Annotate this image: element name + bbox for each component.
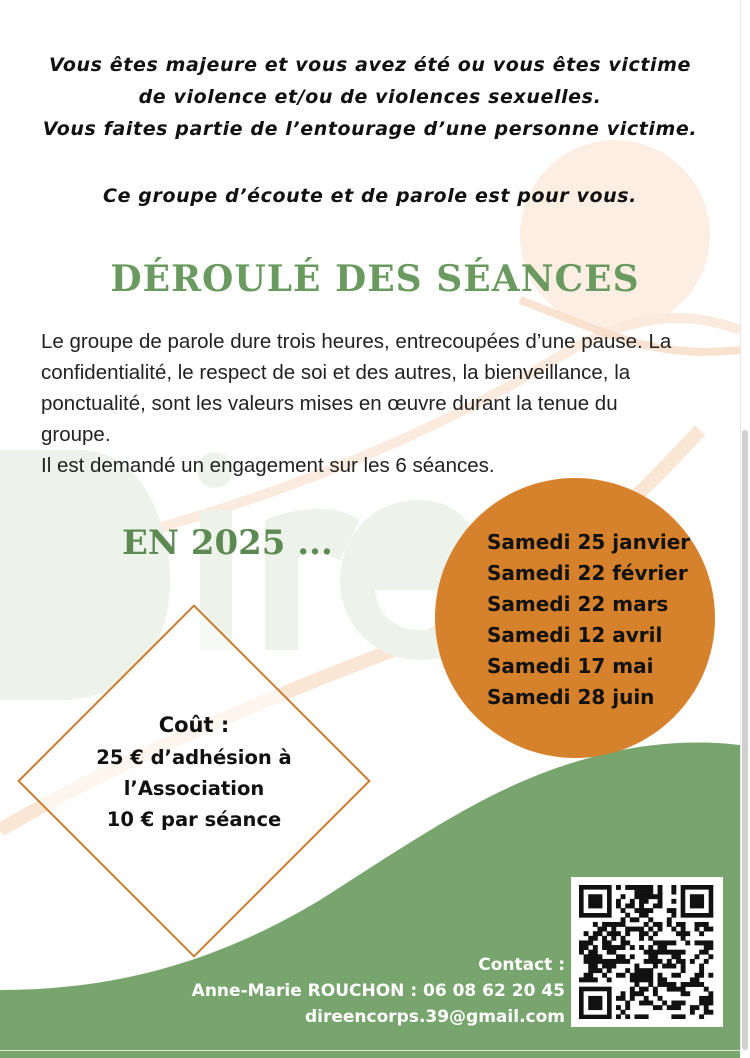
tagline-text: Ce groupe d’écoute et de parole est pour vous. <box>103 185 637 207</box>
intro-tagline <box>20 180 720 212</box>
date-item: Samedi 22 février <box>487 561 688 585</box>
contact-block <box>192 952 565 1030</box>
intro-line: de violence et/ou de violences sexuelles. <box>138 86 602 108</box>
qr-code[interactable] <box>571 877 723 1027</box>
dates-list <box>487 527 690 713</box>
session-description <box>41 326 691 481</box>
section-title: DÉROULÉ DES SÉANCES <box>110 258 640 300</box>
contact-email[interactable]: direencorps.39@gmail.com <box>304 1007 565 1027</box>
date-item: Samedi 17 mai <box>487 654 654 678</box>
description-paragraph: Le groupe de parole dure trois heures, entrecoupées d’une pause. La confidentialité, le respect de soi et des autres, la bienveillance, la ponctualité, sont les valeurs mises en œuvre durant la tenue du groupe. <box>41 330 672 446</box>
cost-line: 25 € d’adhésion à <box>96 746 292 769</box>
contact-label: Contact : <box>478 955 565 975</box>
intro-line: Vous faites partie de l’entourage d’une personne victime. <box>42 118 698 140</box>
year-title: EN 2025 ... <box>122 523 333 563</box>
scrollbar[interactable] <box>742 430 748 1050</box>
contact-person: Anne-Marie ROUCHON : 06 08 62 20 45 <box>191 981 565 1001</box>
intro-block <box>20 49 720 145</box>
date-item: Samedi 25 janvier <box>487 530 691 554</box>
date-item: Samedi 12 avril <box>487 623 663 647</box>
description-paragraph: Il est demandé un engagement sur les 6 séances. <box>41 454 495 477</box>
cost-line: 10 € par séance <box>106 808 282 831</box>
cost-title: Coût : <box>158 713 230 737</box>
date-item: Samedi 28 juin <box>487 685 655 709</box>
qr-code-icon <box>579 885 715 1019</box>
date-item: Samedi 22 mars <box>487 592 669 616</box>
cost-line: l’Association <box>123 777 265 800</box>
intro-line: Vous êtes majeure et vous avez été ou vous êtes victime <box>48 54 692 76</box>
cost-block <box>64 708 324 835</box>
